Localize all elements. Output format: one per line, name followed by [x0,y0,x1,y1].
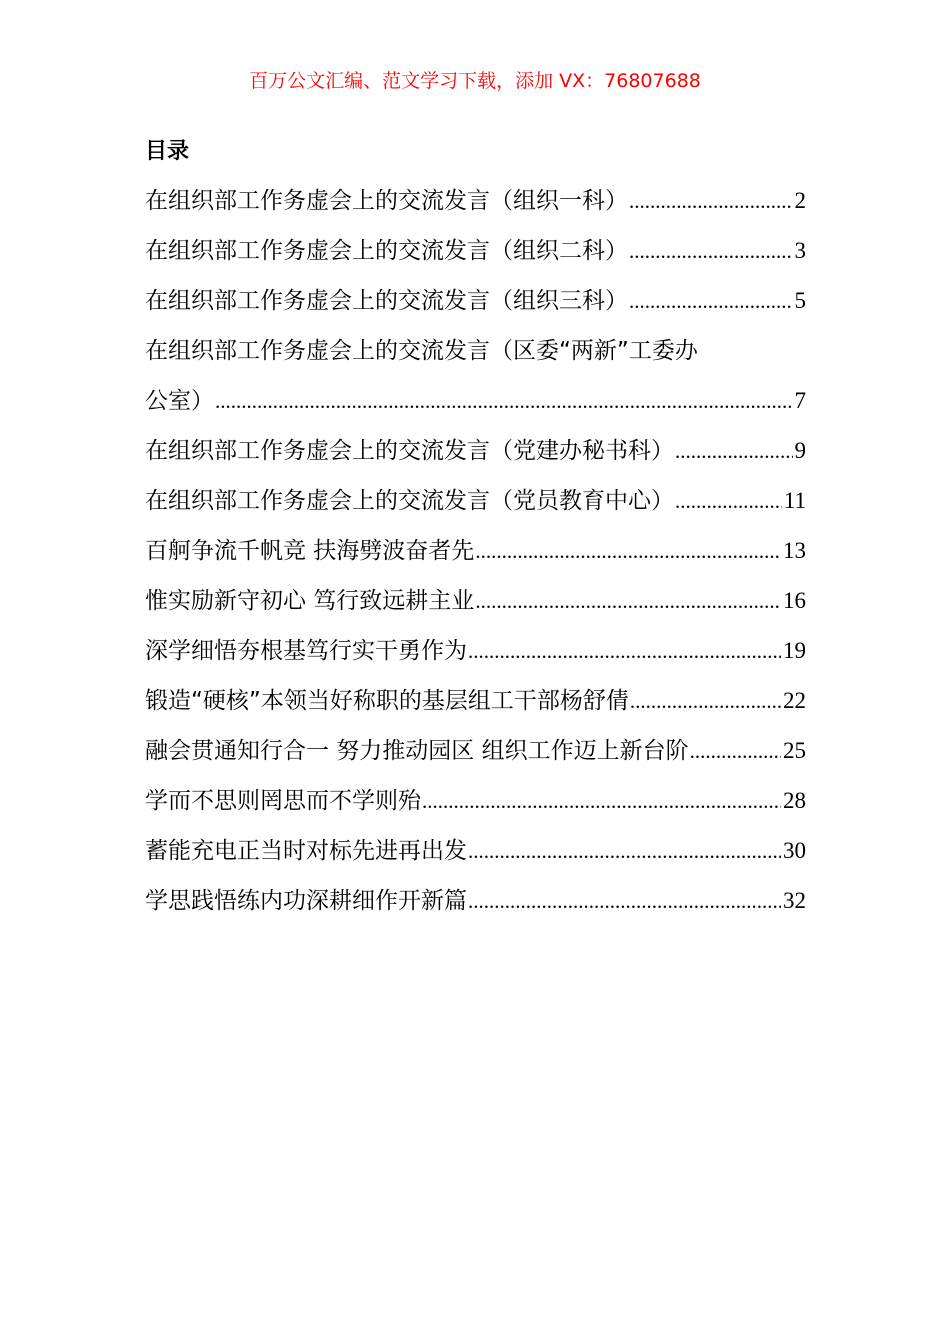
toc-entry-title: 在组织部工作务虚会上的交流发言（组织三科） [145,288,628,314]
toc-entry-page: 19 [783,638,806,663]
toc-entry-title: 百舸争流千帆竞 扶海劈波奋者先 [145,538,475,564]
toc-entry[interactable] [145,526,806,576]
header-banner: 百万公文汇编、范文学习下载，添加 VX：76807688 [249,70,701,92]
toc-entry-title: 在组织部工作务虚会上的交流发言（党员教育中心） [145,488,674,514]
toc-entry[interactable] [145,726,806,776]
toc-entry[interactable] [145,426,806,476]
toc-entry-page: 25 [783,738,806,763]
toc-entry-title: 在组织部工作务虚会上的交流发言（区委“两新”工委办 [145,338,698,364]
toc-dot-leader [629,176,793,226]
toc-entry-title: 融会贯通知行合一 努力推动园区 组织工作迈上新台阶 [145,738,689,764]
toc-entry-page: 13 [783,538,806,563]
toc-entry[interactable] [145,776,806,826]
toc-entry-page: 5 [794,288,806,313]
toc-entry-title: 学思践悟练内功深耕细作开新篇 [145,888,467,914]
toc-entry-page: 30 [783,838,806,863]
toc-entry-title-continued: 公室） [145,388,214,414]
toc-entry[interactable] [145,476,806,526]
toc-entry-page: 7 [794,388,806,413]
toc-entry-page: 2 [794,188,806,213]
toc-entry-line-2[interactable] [145,376,806,426]
toc-dot-leader [215,376,793,426]
toc-entry-page: 16 [783,588,806,613]
toc-dot-leader [468,626,781,676]
toc-dot-leader [629,276,793,326]
toc-dot-leader [468,826,781,876]
toc-dot-leader [690,726,781,776]
toc-entry-title: 深学细悟夯根基笃行实干勇作为 [145,638,467,664]
toc-entry[interactable] [145,676,806,726]
toc-dot-leader [629,226,793,276]
toc-dot-leader [630,676,781,726]
toc-entry[interactable] [145,876,806,926]
table-of-contents [145,176,806,926]
toc-entry-page: 32 [783,888,806,913]
toc-entry-title: 蓄能充电正当时对标先进再出发 [145,838,467,864]
toc-entry[interactable] [145,176,806,226]
toc-entry[interactable] [145,626,806,676]
toc-entry-title: 锻造“硬核”本领当好称职的基层组工干部杨舒倩 [145,688,629,714]
toc-entry-page: 28 [783,788,806,813]
toc-entry-title: 在组织部工作务虚会上的交流发言（党建办秘书科） [145,438,674,464]
toc-entry-title: 在组织部工作务虚会上的交流发言（组织二科） [145,238,628,264]
toc-entry-page: 22 [783,688,806,713]
toc-dot-leader [475,576,781,626]
toc-title: 目录 [145,139,190,164]
toc-dot-leader [468,876,781,926]
toc-entry[interactable] [145,576,806,626]
toc-entry-page: 9 [794,438,806,463]
toc-entry-title: 在组织部工作务虚会上的交流发言（组织一科） [145,188,628,214]
toc-entry-title: 惟实励新守初心 笃行致远耕主业 [145,588,475,614]
toc-dot-leader [675,426,793,476]
toc-entry-page: 3 [794,238,806,263]
toc-entry[interactable] [145,276,806,326]
toc-entry[interactable] [145,826,806,876]
toc-dot-leader [475,526,781,576]
toc-entry-line-1[interactable] [145,326,806,376]
toc-dot-leader [422,776,781,826]
toc-dot-leader [675,476,782,526]
toc-entry[interactable] [145,226,806,276]
toc-entry-page: 11 [783,488,806,513]
toc-entry-title: 学而不思则罔思而不学则殆 [145,788,421,814]
